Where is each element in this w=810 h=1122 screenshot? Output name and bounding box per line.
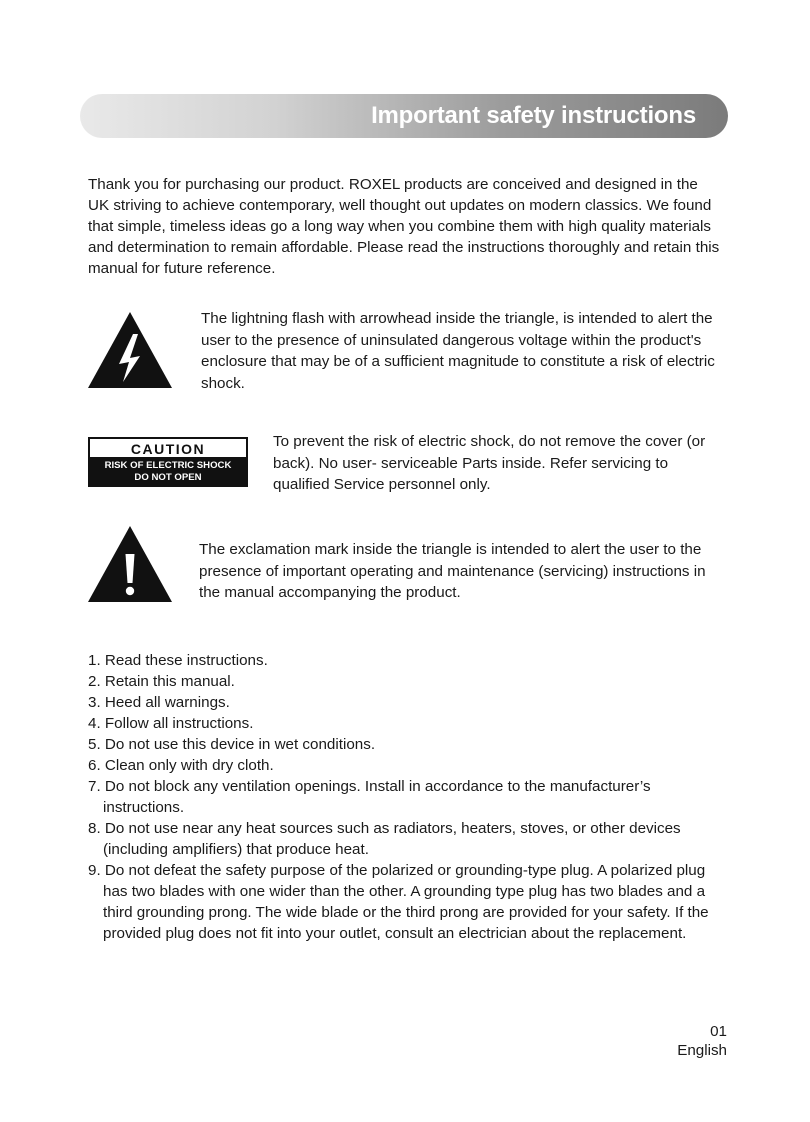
exclamation-warning-icon — [86, 524, 174, 604]
lightning-warning-text: The lightning flash with arrowhead inside the triangle, is intended to alert the user to the presence of uninsulated dangerous voltage within the product's enclosure that may be of a sufficient magnitude to constitute a risk of electric shock. — [201, 310, 715, 392]
list-item: 7. Do not block any ventilation openings. Install in accordance to the manufacturer’s instructions. — [88, 778, 651, 816]
header-banner — [80, 94, 728, 138]
caution-title: CAUTION — [90, 439, 246, 459]
exclamation-warning-text: The exclamation mark inside the triangle is intended to alert the user to the presence of important operating and maintenance (servicing) instructions in the manual accompanying the product. — [199, 541, 706, 601]
lightning-warning-icon — [86, 310, 174, 390]
intro-paragraph: Thank you for purchasing our product. ROXEL products are conceived and designed in the UK striving to achieve contemporary, well thought out updates on modern classics. We found that simple, timeless ideas go a long way when you combine them with high quality materials and determination to remain affordable. Please read the instructions thoroughly and retain this manual for future reference. — [88, 176, 720, 277]
list-item: 4. Follow all instructions. — [88, 715, 254, 732]
list-item: 5. Do not use this device in wet conditions. — [88, 736, 376, 753]
caution-subtitle — [90, 459, 246, 485]
list-item: 9. Do not defeat the safety purpose of the polarized or grounding-type plug. A polarized plug has two blades with one wider than the other. A grounding type plug has two blades and a third grounding prong. The wide blade or the third prong are provided for your safety. If the provided plug does not fit into your outlet, consult an electrician about the replacement. — [88, 862, 709, 942]
list-item: 8. Do not use near any heat sources such as radiators, heaters, stoves, or other devices (including amplifiers) that produce heat. — [88, 820, 681, 858]
list-item: 6. Clean only with dry cloth. — [88, 757, 274, 774]
caution-line-2: DO NOT OPEN — [134, 472, 202, 483]
caution-line-1: RISK OF ELECTRIC SHOCK — [104, 460, 232, 471]
page-title: Important safety instructions — [371, 102, 696, 129]
instruction-list — [88, 650, 728, 944]
language-label: English — [677, 1042, 727, 1059]
list-item: 1. Read these instructions. — [88, 652, 268, 669]
caution-warning-text: To prevent the risk of electric shock, do not remove the cover (or back). No user- serviceable Parts inside. Refer servicing to qualified Service personnel only. — [273, 433, 706, 493]
page-footer — [677, 1022, 727, 1060]
list-item: 2. Retain this manual. — [88, 673, 235, 690]
list-item: 3. Heed all warnings. — [88, 694, 230, 711]
page-number: 01 — [710, 1023, 727, 1040]
caution-label — [88, 437, 248, 487]
